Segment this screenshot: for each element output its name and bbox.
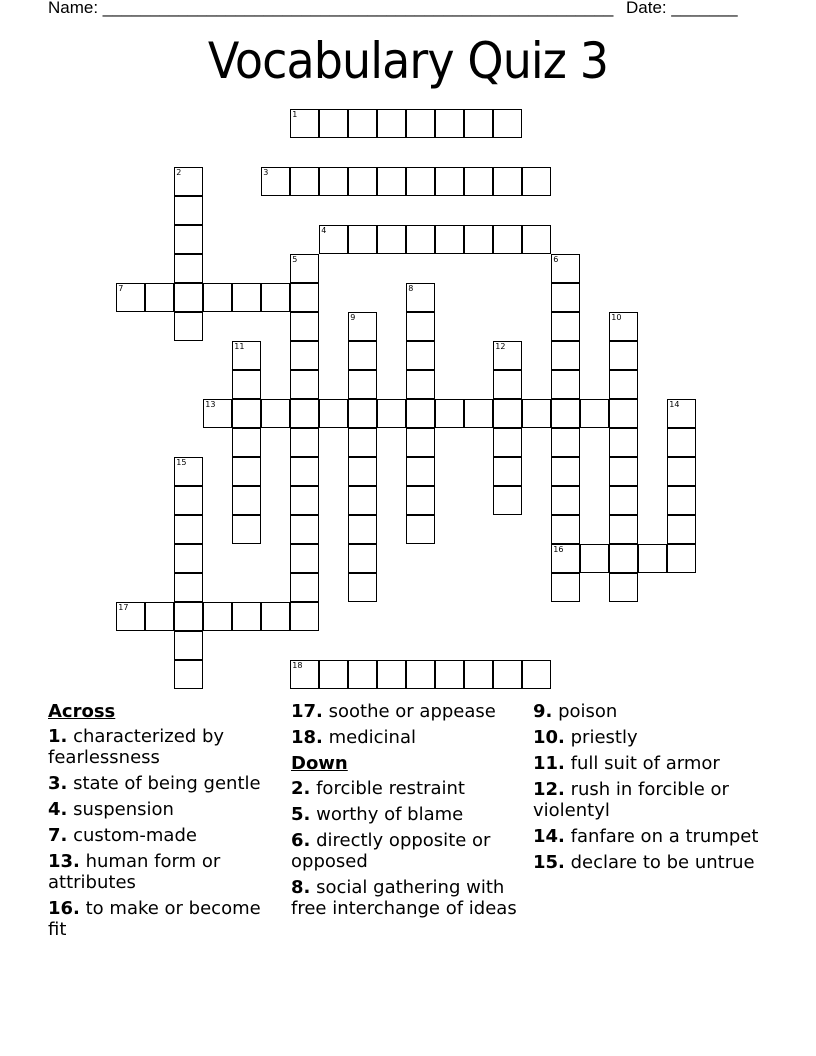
grid-cell[interactable] [290,660,319,689]
grid-cell[interactable] [290,399,319,428]
grid-cell[interactable] [493,428,522,457]
grid-cell[interactable] [435,109,464,138]
grid-cell[interactable] [261,283,290,312]
grid-cell[interactable] [232,341,261,370]
grid-cell[interactable] [667,544,696,573]
clue-across-17: 17. soothe or appease [291,701,496,722]
grid-cell[interactable] [493,486,522,515]
grid-cell[interactable] [290,515,319,544]
grid-cell[interactable] [435,660,464,689]
grid-cell[interactable] [232,399,261,428]
cell-number: 10 [611,313,622,323]
grid-cell[interactable] [232,457,261,486]
clue-down-8: 8. social gathering with free interchange of ideas [291,877,517,919]
cell-number: 1 [292,110,298,120]
grid-cell[interactable] [667,428,696,457]
grid-cell[interactable] [522,399,551,428]
grid-cell[interactable] [609,573,638,602]
grid-cell[interactable] [609,312,638,341]
grid-cell[interactable] [290,254,319,283]
grid-cell[interactable] [174,457,203,486]
cell-number: 7 [118,284,124,294]
grid-cell[interactable] [348,225,377,254]
cell-number: 4 [321,226,327,236]
grid-cell[interactable] [319,660,348,689]
grid-cell[interactable] [609,370,638,399]
grid-cell[interactable] [174,631,203,660]
grid-cell[interactable] [493,109,522,138]
grid-cell[interactable] [551,486,580,515]
grid-cell[interactable] [551,573,580,602]
clue-down-15: 15. declare to be untrue [533,852,755,873]
grid-cell[interactable] [319,225,348,254]
grid-cell[interactable] [609,399,638,428]
grid-cell[interactable] [667,486,696,515]
grid-cell[interactable] [348,428,377,457]
grid-cell[interactable] [406,225,435,254]
grid-cell[interactable] [551,283,580,312]
grid-cell[interactable] [377,660,406,689]
grid-cell[interactable] [551,312,580,341]
grid-cell[interactable] [406,370,435,399]
grid-cell[interactable] [406,660,435,689]
grid-cell[interactable] [580,399,609,428]
grid-cell[interactable] [406,457,435,486]
cell-number: 15 [176,458,187,468]
clue-down-11: 11. full suit of armor [533,753,720,774]
grid-cell[interactable] [377,225,406,254]
cell-number: 8 [408,284,414,294]
grid-cell[interactable] [232,283,261,312]
grid-cell[interactable] [406,167,435,196]
clue-across-13: 13. human form or attributes [48,851,221,893]
grid-cell[interactable] [377,109,406,138]
grid-cell[interactable] [261,399,290,428]
cell-number: 14 [669,400,680,410]
grid-cell[interactable] [290,312,319,341]
clue-across-16: 16. to make or become fit [48,898,261,940]
cell-number: 2 [176,168,182,178]
grid-cell[interactable] [116,602,145,631]
grid-cell[interactable] [348,399,377,428]
grid-cell[interactable] [290,341,319,370]
grid-cell[interactable] [493,660,522,689]
cell-number: 5 [292,255,298,265]
grid-cell[interactable] [522,660,551,689]
grid-cell[interactable] [551,341,580,370]
grid-cell[interactable] [667,457,696,486]
grid-cell[interactable] [406,283,435,312]
grid-cell[interactable] [464,225,493,254]
grid-cell[interactable] [174,283,203,312]
clue-down-9: 9. poison [533,701,618,722]
grid-cell[interactable] [232,370,261,399]
grid-cell[interactable] [348,486,377,515]
grid-cell[interactable] [406,109,435,138]
grid-cell[interactable] [406,312,435,341]
grid-cell[interactable] [290,428,319,457]
grid-cell[interactable] [377,167,406,196]
grid-cell[interactable] [174,515,203,544]
grid-cell[interactable] [319,109,348,138]
clues-column-3 [533,701,763,878]
grid-cell[interactable] [551,399,580,428]
grid-cell[interactable] [609,515,638,544]
cell-number: 18 [292,661,303,671]
grid-cell[interactable] [232,486,261,515]
grid-cell[interactable] [174,544,203,573]
grid-cell[interactable] [609,428,638,457]
cell-number: 17 [118,603,129,613]
grid-cell[interactable] [464,167,493,196]
grid-cell[interactable] [609,457,638,486]
grid-cell[interactable] [493,399,522,428]
clues-column-1 [48,701,278,945]
grid-cell[interactable] [522,225,551,254]
grid-cell[interactable] [290,109,319,138]
grid-cell[interactable] [348,573,377,602]
down-heading: Down [291,753,348,774]
grid-cell[interactable] [609,341,638,370]
grid-cell[interactable] [232,515,261,544]
clue-down-2: 2. forcible restraint [291,778,465,799]
grid-cell[interactable] [319,167,348,196]
grid-cell[interactable] [406,515,435,544]
grid-cell[interactable] [406,486,435,515]
cell-number: 12 [495,342,506,352]
cell-number: 3 [263,168,269,178]
grid-cell[interactable] [377,399,406,428]
grid-cell[interactable] [290,167,319,196]
grid-cell[interactable] [174,225,203,254]
grid-cell[interactable] [261,167,290,196]
clue-down-12: 12. rush in forcible or violentyl [533,779,729,821]
grid-cell[interactable] [261,602,290,631]
grid-cell[interactable] [290,602,319,631]
clue-across-7: 7. custom-made [48,825,197,846]
grid-cell[interactable] [609,486,638,515]
cell-number: 13 [205,400,216,410]
clue-across-18: 18. medicinal [291,727,416,748]
grid-cell[interactable] [406,341,435,370]
cell-number: 6 [553,255,559,265]
clue-down-6: 6. directly opposite or opposed [291,830,491,872]
grid-cell[interactable] [232,602,261,631]
grid-cell[interactable] [145,602,174,631]
grid-cell[interactable] [464,399,493,428]
clue-down-5: 5. worthy of blame [291,804,464,825]
clue-across-3: 3. state of being gentle [48,773,261,794]
grid-cell[interactable] [174,660,203,689]
clue-across-4: 4. suspension [48,799,174,820]
grid-cell[interactable] [174,486,203,515]
grid-cell[interactable] [290,283,319,312]
grid-cell[interactable] [174,602,203,631]
grid-cell[interactable] [551,428,580,457]
grid-cell[interactable] [348,109,377,138]
grid-cell[interactable] [174,312,203,341]
clue-down-14: 14. fanfare on a trumpet [533,826,759,847]
date-field-label[interactable]: Date: _______ [626,0,738,17]
grid-cell[interactable] [290,457,319,486]
grid-cell[interactable] [609,544,638,573]
cell-number: 11 [234,342,245,352]
grid-cell[interactable] [551,254,580,283]
grid-cell[interactable] [290,370,319,399]
grid-cell[interactable] [435,225,464,254]
cell-number: 9 [350,313,356,323]
grid-cell[interactable] [174,254,203,283]
grid-cell[interactable] [493,341,522,370]
across-heading: Across [48,701,116,722]
grid-cell[interactable] [290,544,319,573]
grid-cell[interactable] [145,283,174,312]
grid-cell[interactable] [203,283,232,312]
grid-cell[interactable] [551,544,580,573]
grid-cell[interactable] [551,457,580,486]
grid-cell[interactable] [174,573,203,602]
grid-cell[interactable] [522,167,551,196]
grid-cell[interactable] [667,399,696,428]
grid-cell[interactable] [406,428,435,457]
grid-cell[interactable] [348,515,377,544]
grid-cell[interactable] [348,312,377,341]
grid-cell[interactable] [348,457,377,486]
grid-cell[interactable] [435,399,464,428]
grid-cell[interactable] [290,486,319,515]
grid-cell[interactable] [232,428,261,457]
grid-cell[interactable] [638,544,667,573]
grid-cell[interactable] [580,544,609,573]
cell-number: 16 [553,545,564,555]
page-title: Vocabulary Quiz 3 [207,32,609,90]
grid-cell[interactable] [493,457,522,486]
grid-cell[interactable] [348,544,377,573]
clue-across-1: 1. characterized by fearlessness [48,726,225,768]
grid-cell[interactable] [174,167,203,196]
grid-cell[interactable] [348,341,377,370]
name-field-label[interactable]: Name: ______________________________________________________ [48,0,614,17]
grid-cell[interactable] [493,225,522,254]
grid-cell[interactable] [319,399,348,428]
grid-cell[interactable] [464,109,493,138]
clues-column-2 [291,701,521,924]
grid-cell[interactable] [406,399,435,428]
grid-cell[interactable] [203,399,232,428]
grid-cell[interactable] [435,167,464,196]
header-fields [48,0,738,18]
grid-cell[interactable] [290,573,319,602]
grid-cell[interactable] [116,283,145,312]
clue-down-10: 10. priestly [533,727,638,748]
grid-cell[interactable] [551,515,580,544]
grid-cell[interactable] [348,660,377,689]
grid-cell[interactable] [551,370,580,399]
grid-cell[interactable] [493,370,522,399]
grid-cell[interactable] [493,167,522,196]
grid-cell[interactable] [203,602,232,631]
grid-cell[interactable] [174,196,203,225]
grid-cell[interactable] [464,660,493,689]
grid-cell[interactable] [348,167,377,196]
grid-cell[interactable] [348,370,377,399]
grid-cell[interactable] [667,515,696,544]
